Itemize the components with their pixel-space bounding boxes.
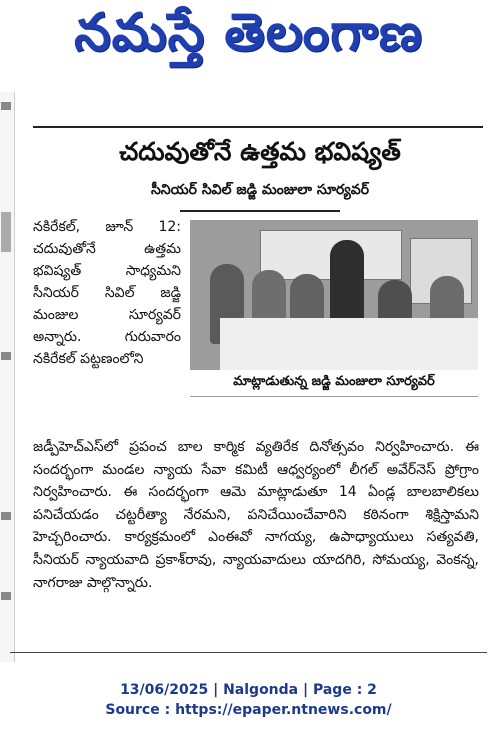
footer-date-edition: 13/06/2025 | Nalgonda | Page : 2 <box>120 682 377 698</box>
headline-top-rule <box>33 126 483 128</box>
article-column-text <box>33 216 181 370</box>
footer-source-link[interactable]: Source : https://epaper.ntnews.com/ <box>105 702 392 718</box>
article-subheadline: సీనియర్ సివిల్ జడ్జి మంజులా సూర్యవర్ <box>150 182 370 198</box>
article-headline: చదువుతోనే ఉత్తమ భవిష్యత్ <box>119 137 401 166</box>
body-paragraph: జడ్పీహెచ్‌ఎస్‌లో ప్రపంచ బాల కార్మిక వ్యతిరేక దినోత్సవం నిర్వహించారు. ఈ సందర్భంగా మండల న్యాయ సేవా కమిటీ ఆధ్వర్యంలో లీగల్ అవేర్‌నెస్ ప్రోగ్రాం నిర్వహించారు. ఈ సందర్భంగా ఆమె మాట్లాడుతూ 14 ఏండ్ల బాలబాలికలు పనిచేయడం చట్టరీత్యా నేరమని, పనిచేయించేవారిని కఠినంగా శిక్షిస్తామని హెచ్చరించారు. కార్యక్రమంలో ఎంఈవో నాగయ్య, ఉపాధ్యాయులు సత్యవతి, సీనియర్ న్యాయవాది ప్రకాశ్‌రావు, న్యాయవాదులు యాదగిరి, సోమయ్య, వెంకన్న, నాగరాజు పాల్గొన్నారు. <box>33 439 479 591</box>
article-body <box>33 436 479 594</box>
article-bottom-rule <box>10 652 487 653</box>
photo-table <box>220 318 478 370</box>
masthead-title: నమస్తే తెలంగాణ <box>74 2 423 63</box>
subheadline-underline <box>180 210 340 212</box>
adjacent-column-strip <box>0 92 15 662</box>
source-footer <box>0 680 497 720</box>
photo-caption: మాట్లాడుతున్న జడ్జి మంజులా సూర్యవర్ <box>190 370 478 397</box>
article-photo <box>190 220 478 370</box>
masthead <box>0 0 497 78</box>
column-paragraph: నకిరేకల్, జూన్ 12: చదువుతోనే ఉత్తమ భవిష్యత్ సాధ్యమని సీనియర్ సివిల్ జడ్జి మంజుల సూర్యవర్ అన్నారు. గురువారం నకిరేకల్ పట్టణంలోని <box>33 219 181 367</box>
